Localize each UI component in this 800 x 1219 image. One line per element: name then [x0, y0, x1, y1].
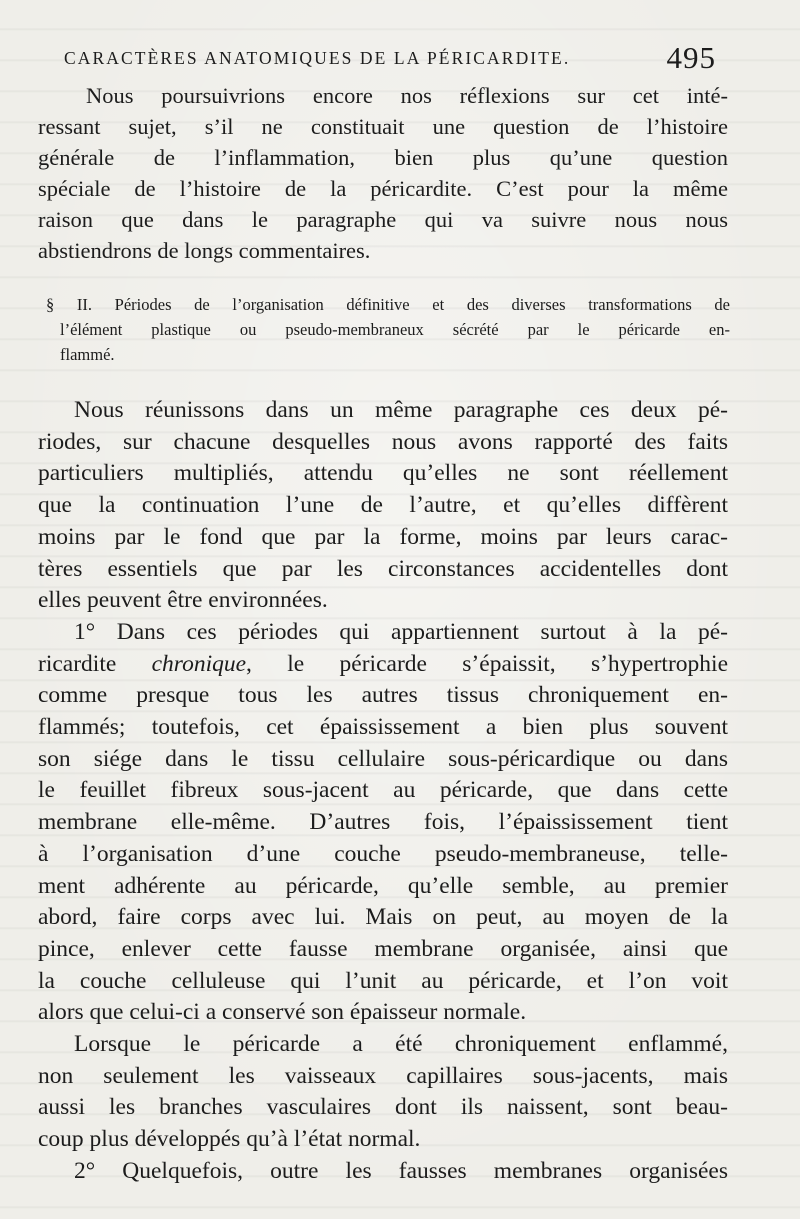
text-line: abstiendrons de longs commentaires. — [38, 238, 371, 263]
text-line: abord, faire corps avec lui. Mais on peut, au moyen de la — [38, 904, 728, 931]
main-text — [38, 395, 728, 1188]
heading-line: § II. Périodes de l’organisation définitive et des diverses transformations de — [46, 295, 730, 314]
text-line: comme presque tous les autres tissus chroniquement en- — [38, 682, 728, 709]
text-line: alors que celui-ci a conservé son épaisseur normale. — [38, 999, 527, 1026]
text-fragment: ricardite — [38, 650, 152, 677]
heading-line: flammé. — [60, 345, 115, 364]
text-line: coup plus développés qu’à l’état normal. — [38, 1126, 421, 1153]
text-line: spéciale de l’histoire de la péricardite. C’est pour la même — [38, 176, 728, 201]
text-line: flammés; toutefois, cet épaississement a bien plus souvent — [38, 714, 728, 741]
text-line: pince, enlever cette fausse membrane organisée, ainsi que — [38, 935, 728, 962]
text-line: raison que dans le paragraphe qui va suivre nous nous — [38, 207, 728, 232]
paragraph-1 — [38, 80, 728, 266]
text-line: Lorsque le péricarde a été chroniquement enflammé, — [74, 1031, 728, 1058]
text-line: son siége dans le tissu cellulaire sous-péricardique ou dans — [38, 745, 728, 772]
italic-word: chronique — [151, 650, 247, 677]
text-line: générale de l’inflammation, bien plus qu’une question — [38, 145, 728, 170]
text-line: 2° Quelquefois, outre les fausses membranes organisées — [74, 1157, 728, 1184]
text-line: ment adhérente au péricarde, qu’elle semble, au premier — [38, 872, 728, 899]
text-line — [38, 649, 728, 681]
heading-line: l’élément plastique ou pseudo-membraneux sécrété par le péricarde en- — [60, 320, 730, 339]
running-title: CARACTÈRES ANATOMIQUES DE LA PÉRICARDITE. — [64, 48, 571, 68]
page-number: 495 — [666, 40, 716, 75]
text-line: particuliers multipliés, attendu qu’elles ne sont réellement — [38, 460, 728, 487]
text-line: non seulement les vaisseaux capillaires sous-jacents, mais — [38, 1062, 728, 1089]
text-fragment: , le péricarde s’épaissit, s’hypertrophie — [246, 650, 728, 677]
text-line: tères essentiels que par les circonstances accidentelles dont — [38, 555, 728, 582]
text-line: à l’organisation d’une couche pseudo-membraneuse, telle- — [38, 840, 728, 867]
text-line: riodes, sur chacune desquelles nous avons rapporté des faits — [38, 428, 728, 455]
text-line: membrane elle-même. D’autres fois, l’épaississement tient — [38, 809, 728, 836]
text-line: 1° Dans ces périodes qui appartiennent surtout à la pé- — [74, 618, 728, 645]
text-line: Nous poursuivrions encore nos réflexions sur cet inté- — [86, 83, 728, 108]
text-line: Nous réunissons dans un même paragraphe ces deux pé- — [74, 397, 728, 423]
text-line: aussi les branches vasculaires dont ils naissent, sont beau- — [38, 1094, 728, 1121]
text-line: elles peuvent être environnées. — [38, 587, 328, 614]
page-header — [64, 42, 724, 78]
text-line: le feuillet fibreux sous-jacent au péricarde, que dans cette — [38, 777, 728, 804]
text-line: moins par le fond que par la forme, moins par leurs carac- — [38, 523, 728, 550]
text-line: ressant sujet, s’il ne constituait une question de l’histoire — [38, 114, 728, 139]
section-heading — [46, 292, 730, 367]
text-line: la couche celluleuse qui l’unit au péricarde, et l’on voit — [38, 967, 728, 994]
text-line: que la continuation l’une de l’autre, et qu’elles diffèrent — [38, 492, 728, 519]
